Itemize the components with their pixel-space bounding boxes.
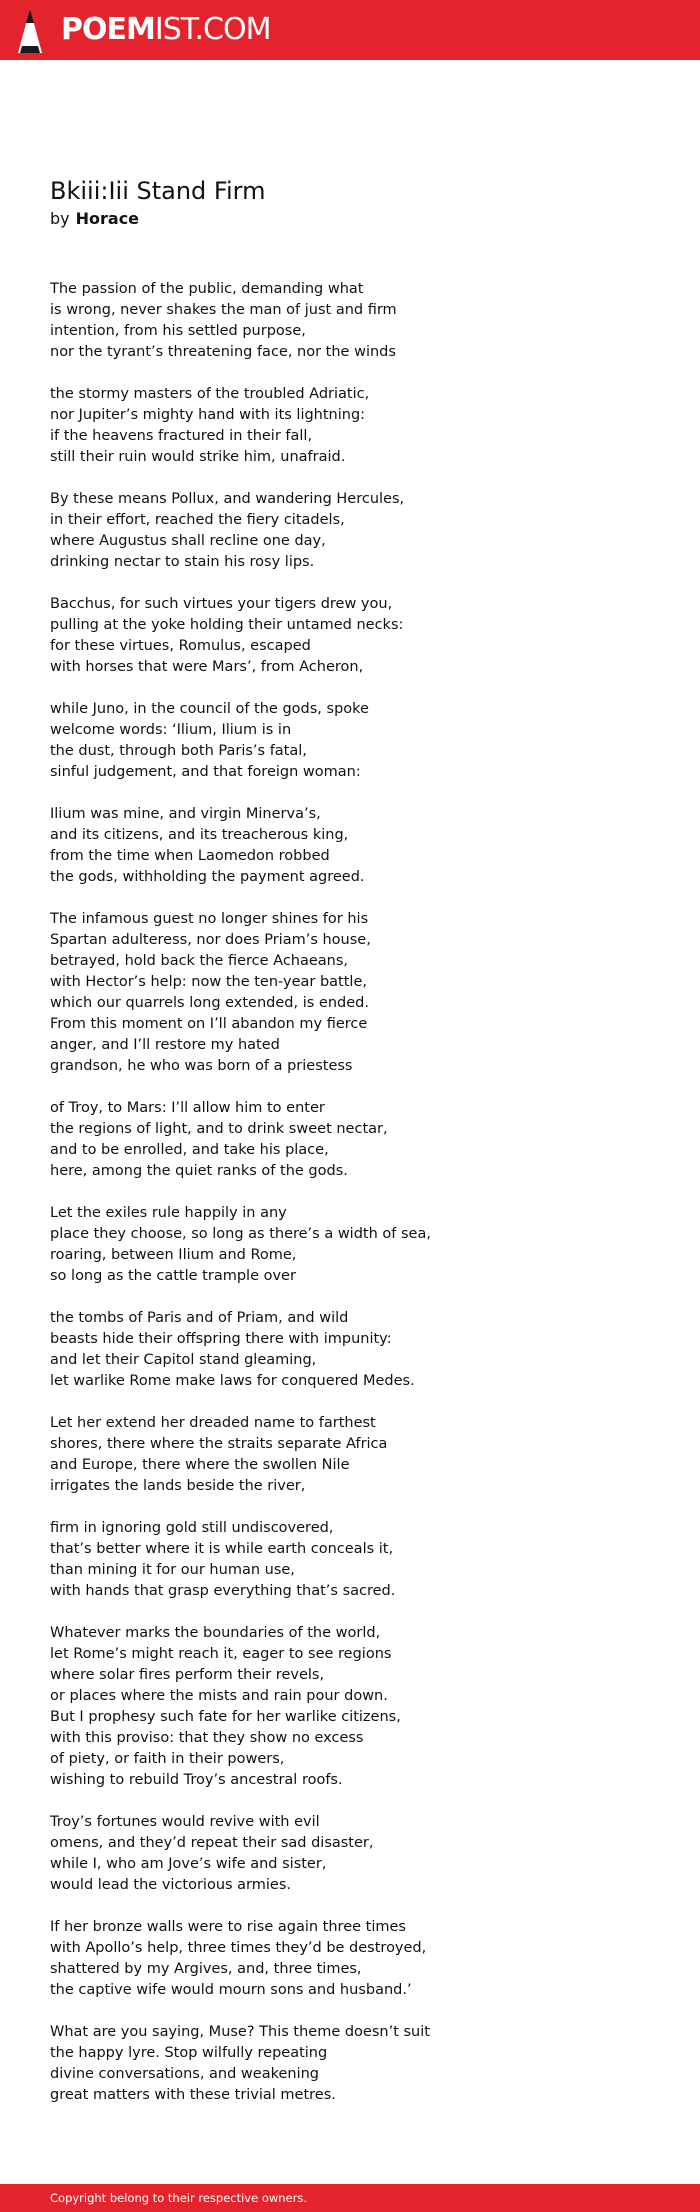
poem-line: let warlike Rome make laws for conquered Medes. (50, 1373, 415, 1389)
poem-line: beasts hide their offspring there with impunity: (50, 1331, 392, 1347)
poem-line: roaring, between Ilium and Rome, (50, 1247, 297, 1263)
poem-line: drinking nectar to stain his rosy lips. (50, 554, 315, 570)
poem-line: the captive wife would mourn sons and husband.’ (50, 1982, 412, 1998)
poem-stanza (50, 594, 650, 678)
poem-line: here, among the quiet ranks of the gods. (50, 1163, 348, 1179)
poem-line: from the time when Laomedon robbed (50, 848, 330, 864)
poem-line: would lead the victorious armies. (50, 1877, 291, 1893)
poem-title: Bkiii:Iii Stand Firm (50, 177, 266, 205)
poem-line: which our quarrels long extended, is ended. (50, 995, 369, 1011)
poem-stanza (50, 2022, 650, 2106)
poem-line: or places where the mists and rain pour down. (50, 1688, 388, 1704)
poem-line: so long as the cattle trample over (50, 1268, 296, 1284)
poem-line: is wrong, never shakes the man of just and firm (50, 302, 397, 318)
poem-line: still their ruin would strike him, unafraid. (50, 449, 346, 465)
poem-line: that’s better where it is while earth conceals it, (50, 1541, 394, 1557)
poem-line: with Apollo’s help, three times they’d be destroyed, (50, 1940, 427, 1956)
poem-line: shattered by my Argives, and, three times, (50, 1961, 362, 1977)
by-label: by (50, 209, 70, 228)
poem-line: What are you saying, Muse? This theme doesn’t suit (50, 2024, 430, 2040)
site-header (0, 0, 700, 60)
poem-line: with Hector’s help: now the ten-year battle, (50, 974, 367, 990)
poem-body (50, 279, 650, 2127)
poem-line: Bacchus, for such virtues your tigers drew you, (50, 596, 393, 612)
poem-stanza (50, 279, 650, 363)
poem-line: the tombs of Paris and of Priam, and wild (50, 1310, 349, 1326)
site-logo[interactable] (61, 11, 270, 49)
poem-line: firm in ignoring gold still undiscovered, (50, 1520, 334, 1536)
poem-line: anger, and I’ll restore my hated (50, 1037, 280, 1053)
poem-stanza (50, 1098, 650, 1182)
poem-line: of Troy, to Mars: I’ll allow him to enter (50, 1100, 325, 1116)
poem-line: great matters with these trivial metres. (50, 2087, 336, 2103)
poem-stanza (50, 384, 650, 468)
poem-line: with hands that grasp everything that’s sacred. (50, 1583, 396, 1599)
poem-line: shores, there where the straits separate Africa (50, 1436, 388, 1452)
poem-line: But I prophesy such fate for her warlike citizens, (50, 1709, 401, 1725)
poem-stanza (50, 1917, 650, 2001)
poem-line: grandson, he who was born of a priestess (50, 1058, 353, 1074)
poem-line: Troy’s fortunes would revive with evil (50, 1814, 320, 1830)
poem-stanza (50, 1413, 650, 1497)
poem-line: let Rome’s might reach it, eager to see regions (50, 1646, 392, 1662)
poem-line: with this proviso: that they show no excess (50, 1730, 364, 1746)
poem-line: of piety, or faith in their powers, (50, 1751, 285, 1767)
poem-line: Whatever marks the boundaries of the world, (50, 1625, 381, 1641)
byline (50, 207, 139, 231)
poem-line: nor Jupiter’s mighty hand with its lightning: (50, 407, 366, 423)
poem-line: and its citizens, and its treacherous king, (50, 827, 349, 843)
poem-line: The passion of the public, demanding what (50, 281, 364, 297)
poem-line: From this moment on I’ll abandon my fierce (50, 1016, 368, 1032)
poem-line: in their effort, reached the fiery citadels, (50, 512, 345, 528)
poem-line: intention, from his settled purpose, (50, 323, 306, 339)
logo-text-light: IST.COM (154, 12, 271, 47)
poem-line: If her bronze walls were to rise again three times (50, 1919, 406, 1935)
poem-line: wishing to rebuild Troy’s ancestral roofs. (50, 1772, 343, 1788)
poem-stanza (50, 1812, 650, 1896)
poem-line: divine conversations, and weakening (50, 2066, 320, 2082)
poem-line: The infamous guest no longer shines for his (50, 911, 369, 927)
poem-stanza (50, 1623, 650, 1791)
poem-line: the happy lyre. Stop wilfully repeating (50, 2045, 328, 2061)
poem-line: Spartan adulteress, nor does Priam’s house, (50, 932, 371, 948)
poem-stanza (50, 1203, 650, 1287)
poem-line: Ilium was mine, and virgin Minerva’s, (50, 806, 321, 822)
poem-line: omens, and they’d repeat their sad disaster, (50, 1835, 374, 1851)
poem-line: the dust, through both Paris’s fatal, (50, 743, 307, 759)
poem-line: By these means Pollux, and wandering Hercules, (50, 491, 405, 507)
poem-stanza (50, 699, 650, 783)
poem-line: and Europe, there where the swollen Nile (50, 1457, 350, 1473)
poem-line: where Augustus shall recline one day, (50, 533, 326, 549)
poem-line: for these virtues, Romulus, escaped (50, 638, 311, 654)
poem-line: welcome words: ‘Ilium, Ilium is in (50, 722, 292, 738)
pencil-icon[interactable] (17, 7, 43, 55)
poem-line: than mining it for our human use, (50, 1562, 295, 1578)
poem-line: irrigates the lands beside the river, (50, 1478, 306, 1494)
poem-line: nor the tyrant’s threatening face, nor the winds (50, 344, 396, 360)
poem-line: if the heavens fractured in their fall, (50, 428, 313, 444)
poem-line: while Juno, in the council of the gods, spoke (50, 701, 369, 717)
poem-line: where solar fires perform their revels, (50, 1667, 325, 1683)
site-footer (0, 2184, 700, 2212)
poem-line: while I, who am Jove’s wife and sister, (50, 1856, 327, 1872)
poem-line: Let the exiles rule happily in any (50, 1205, 287, 1221)
author-link[interactable]: Horace (75, 209, 140, 228)
poem-stanza (50, 1518, 650, 1602)
poem-line: betrayed, hold back the fierce Achaeans, (50, 953, 349, 969)
logo-text-bold: POEM (61, 12, 155, 47)
poem-line: with horses that were Mars’, from Acheron, (50, 659, 364, 675)
poem-stanza (50, 1308, 650, 1392)
poem-line: the stormy masters of the troubled Adriatic, (50, 386, 370, 402)
poem-line: place they choose, so long as there’s a width of sea, (50, 1226, 431, 1242)
poem-line: and to be enrolled, and take his place, (50, 1142, 329, 1158)
copyright-notice: Copyright belong to their respective owners. (50, 2191, 308, 2205)
poem-line: the gods, withholding the payment agreed. (50, 869, 365, 885)
poem-line: sinful judgement, and that foreign woman: (50, 764, 361, 780)
poem-line: the regions of light, and to drink sweet nectar, (50, 1121, 388, 1137)
poem-line: Let her extend her dreaded name to farthest (50, 1415, 376, 1431)
poem-stanza (50, 804, 650, 888)
poem-page (0, 60, 700, 2205)
poem-line: pulling at the yoke holding their untamed necks: (50, 617, 404, 633)
poem-stanza (50, 489, 650, 573)
poem-stanza (50, 909, 650, 1077)
poem-line: and let their Capitol stand gleaming, (50, 1352, 317, 1368)
